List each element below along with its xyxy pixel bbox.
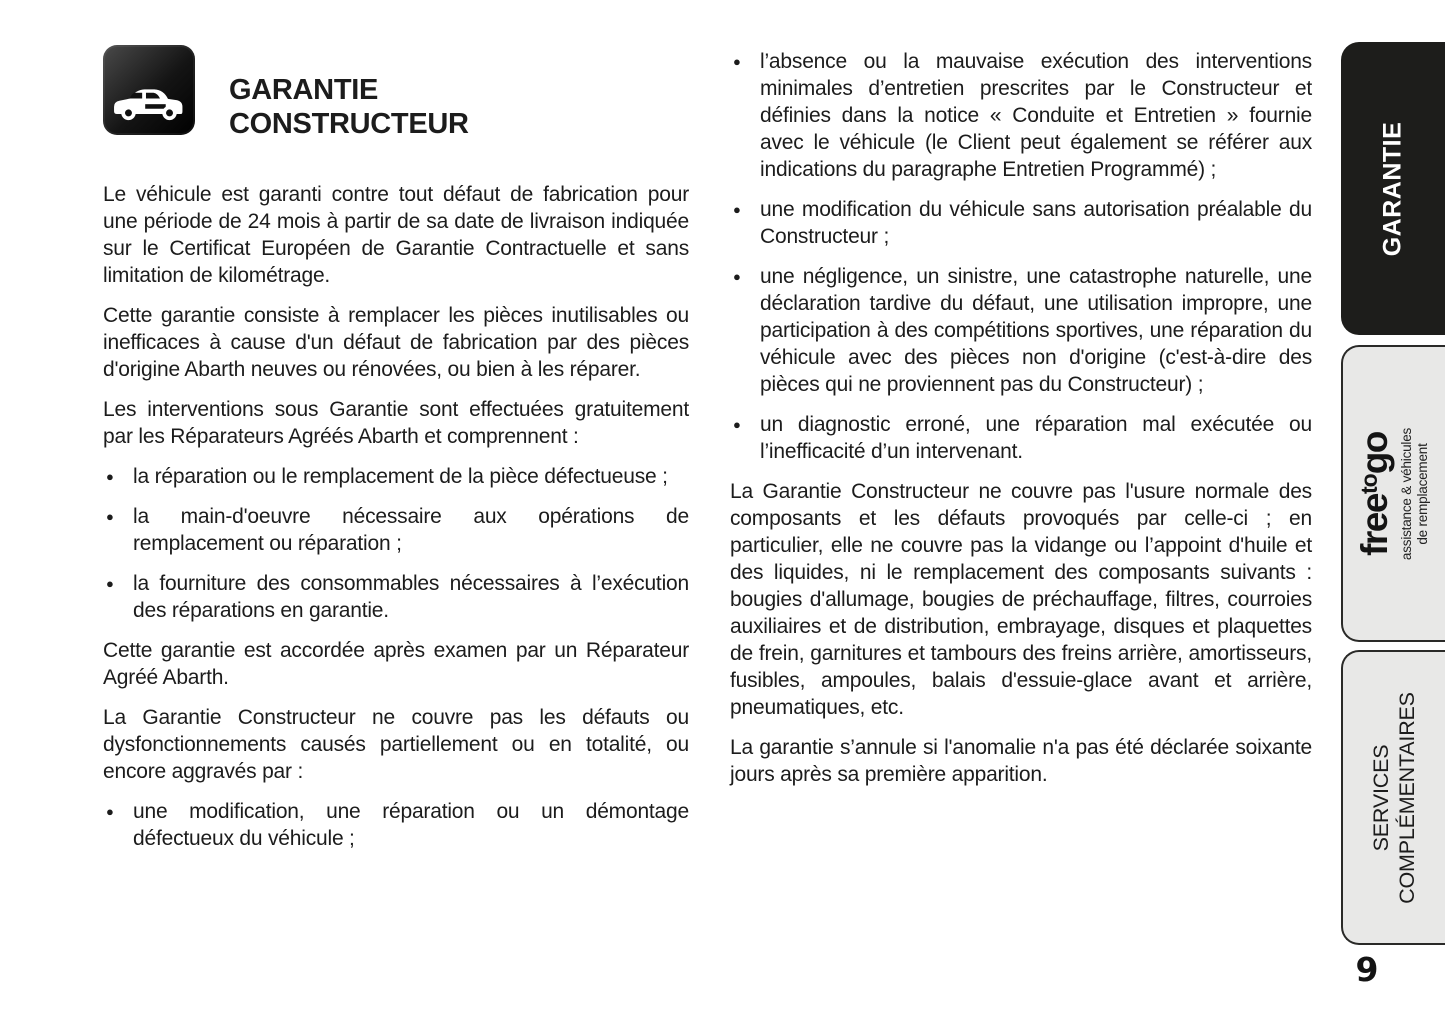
list-item-text: une modification du véhicule sans autorisation préalable du Constructeur ;: [760, 198, 1312, 248]
car-icon: [103, 45, 195, 135]
paragraph: Les interventions sous Garantie sont effectuées gratuitement par les Réparateurs Agréés Abarth et comprennent :: [103, 398, 689, 448]
page-number: 9: [1355, 950, 1379, 989]
sidebar-tab-garantie-label: GARANTIE: [1378, 121, 1407, 256]
list-item-text: un diagnostic erroné, une réparation mal exécutée ou l’inefficacité d’un intervenant.: [760, 413, 1312, 463]
freetogo-wordmark: free$^{to}$go: [1354, 431, 1395, 556]
list-item-text: la fourniture des consommables nécessaires à l’exécution des réparations en garantie.: [133, 572, 689, 622]
list-item: [103, 503, 689, 557]
paragraph: La Garantie Constructeur ne couvre pas l'usure normale des composants et les défauts provoqués par celle-ci ; en particulier, elle ne couvre pas la vidange ou l’appoint d'huile et des liquides, ni le remplacement des composants suivants : bougies d'allumage, bougies de préchauffage, filtres, courroies auxiliaires et de distribution, embrayage, disques et plaquettes de frein, garnitures et tambours des freins arrière, amortisseurs, fusibles, ampoules, balais d'essuie-glace avant et arrière, pneumatiques, etc.: [730, 480, 1312, 719]
paragraph: Le véhicule est garanti contre tout défaut de fabrication pour une période de 24 mois à partir de sa date de livraison indiquée sur le Certificat Européen de Garantie Contractuelle et sans limitation de kilométrage.: [103, 183, 689, 287]
bullet-icon: ●: [733, 269, 741, 284]
list-item-text: la réparation ou le remplacement de la pièce défectueuse ;: [133, 465, 668, 488]
list-item: [103, 798, 689, 852]
list-item-text: une modification, une réparation ou un démontage défectueux du véhicule ;: [133, 800, 689, 850]
bullet-icon: ●: [733, 54, 741, 69]
sidebar-tab-garantie: [1341, 42, 1445, 335]
section-header: [103, 45, 689, 141]
paragraph: Cette garantie consiste à remplacer les pièces inutilisables ou inefficaces à cause d'un défaut de fabrication par des pièces d'origine Abarth neuves ou rénovées, ou bien à les réparer.: [103, 304, 689, 381]
sidebar-tab-services-label: SERVICES COMPLÉMENTAIRES: [1369, 691, 1419, 904]
list-item: [103, 463, 689, 490]
bullet-icon: ●: [106, 804, 114, 819]
bullet-icon: ●: [733, 417, 741, 432]
sidebar-tab-freetogo: [1341, 345, 1445, 642]
sidebar-tab-services-complementaires: [1341, 650, 1445, 945]
left-column: [103, 45, 689, 865]
freetogo-subtext: assistance & véhicules de remplacement: [1399, 427, 1430, 560]
list-item-text: la main-d'oeuvre nécessaire aux opérations de remplacement ou réparation ;: [133, 505, 689, 555]
paragraph: Cette garantie est accordée après examen par un Réparateur Agréé Abarth.: [103, 639, 689, 689]
list-item-text: une négligence, un sinistre, une catastrophe naturelle, une déclaration tardive du défaut, une utilisation impropre, une participation à des compétitions sportives, une réparation du véhicule avec des pièces non d'origine (c'est-à-dire des pièces qui ne proviennent pas du Constructeur) ;: [760, 265, 1312, 396]
page-title-line2: CONSTRUCTEUR: [229, 108, 469, 140]
right-column: [730, 48, 1312, 801]
list-item-text: l’absence ou la mauvaise exécution des interventions minimales d’entretien prescrites par le Constructeur et définies dans la notice « Conduite et Entretien » fournie avec le véhicule (le Client peut également se référer aux indications du paragraphe Entretien Programmé) ;: [760, 50, 1312, 181]
bullet-icon: ●: [106, 576, 114, 591]
paragraph: La Garantie Constructeur ne couvre pas les défauts ou dysfonctionnements causés partiellement ou en totalité, ou encore aggravés par :: [103, 706, 689, 783]
bullet-icon: ●: [106, 469, 114, 484]
list-item: [730, 48, 1312, 183]
list-item: [730, 196, 1312, 250]
list-item: [730, 411, 1312, 465]
bullet-icon: ●: [733, 202, 741, 217]
list-item: [103, 570, 689, 624]
page-title: [229, 73, 469, 141]
list-item: [730, 263, 1312, 398]
paragraph: La garantie s’annule si l'anomalie n'a pas été déclarée soixante jours après sa première apparition.: [730, 736, 1312, 786]
freetogo-logo: [1354, 427, 1431, 560]
bullet-icon: ●: [106, 509, 114, 524]
page-title-line1: GARANTIE: [229, 74, 379, 106]
